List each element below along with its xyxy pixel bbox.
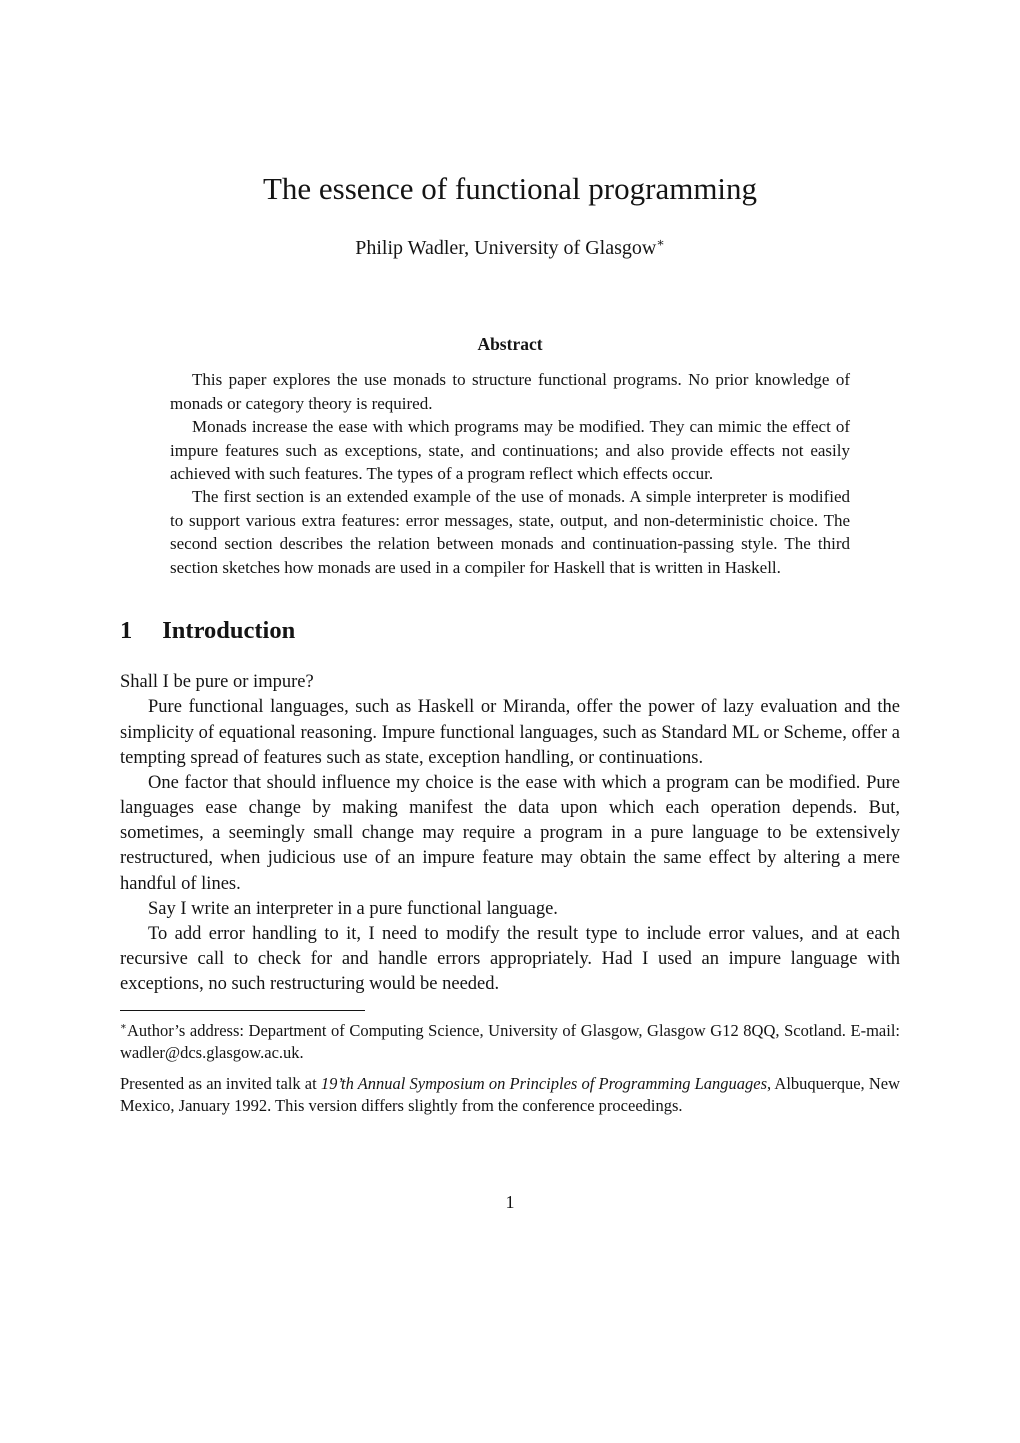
author-name: Philip Wadler, University of Glasgow [355, 237, 657, 260]
footnote-marker: ∗ [120, 1021, 127, 1033]
footnote-presented-symposium: 19’th Annual Symposium on Principles of Programming Languages [320, 1074, 768, 1094]
section-title: Introduction [162, 617, 296, 645]
abstract-paragraph: This paper explores the use monads to structure functional programs. No prior knowledge of monads or category theory is required. [170, 370, 850, 413]
section-number: 1 [120, 617, 133, 645]
section-heading-introduction [120, 617, 900, 645]
abstract-section [170, 334, 850, 579]
footnote-presented [120, 1073, 900, 1117]
abstract-paragraph: The first section is an extended example of the use of monads. A simple interpreter is modified to support various extra features: error messages, state, output, and non-deterministic choice. The second section describes the relation between monads and continuation-passing style. The third section sketches how monads are used in a compiler for Haskell that is written in Haskell. [170, 487, 850, 577]
page-number: 1 [505, 1192, 515, 1212]
abstract-heading: Abstract [477, 334, 543, 355]
abstract-paragraph: Monads increase the ease with which programs may be modified. They can mimic the effect of impure features such as exceptions, state, and continuations; and also provide effects not easily achieved with such features. The types of a program reflect which effects occur. [170, 417, 850, 483]
footnote-rule [120, 1010, 365, 1011]
body-paragraph: Pure functional languages, such as Haskell or Miranda, offer the power of lazy evaluation and the simplicity of equational reasoning. Impure functional languages, such as Standard ML or Scheme, offer a tempting spread of features such as state, exception handling, or continuations. [120, 697, 900, 768]
footnote-presented-suffix: , Albuquerque, New Mexico, January 1992. This version differs slightly from the conference proceedings. [120, 1074, 900, 1116]
footnote-address-text: Author’s address: Department of Computing Science, University of Glasgow, Glasgow G12 8QQ, Scotland. E-mail: wadler@dcs.glasgow.ac.uk. [120, 1021, 900, 1063]
author-footnote-marker: ∗ [656, 235, 665, 250]
footnote-presented-prefix: Presented as an invited talk at [120, 1074, 321, 1094]
paper-title: The essence of functional programming [262, 171, 758, 206]
introduction-body [120, 670, 900, 997]
footnotes-section [120, 1020, 900, 1117]
footnote-address [120, 1020, 900, 1064]
body-paragraph: Shall I be pure or impure? [120, 672, 314, 693]
body-paragraph: One factor that should influence my choice is the ease with which a program can be modified. Pure languages ease change by making manifest the data upon which each operation depends. But, sometimes, a seemingly small change may require a program in a pure language to be extensively restructured, when judicious use of an impure feature may obtain the same effect by altering a mere handful of lines. [120, 772, 900, 894]
author-line [120, 237, 900, 260]
body-paragraph: Say I write an interpreter in a pure functional language. [148, 898, 558, 919]
body-paragraph: To add error handling to it, I need to modify the result type to include error values, and at each recursive call to check for and handle errors appropriately. Had I used an impure language with exceptions, no such restructuring would be needed. [120, 923, 900, 995]
